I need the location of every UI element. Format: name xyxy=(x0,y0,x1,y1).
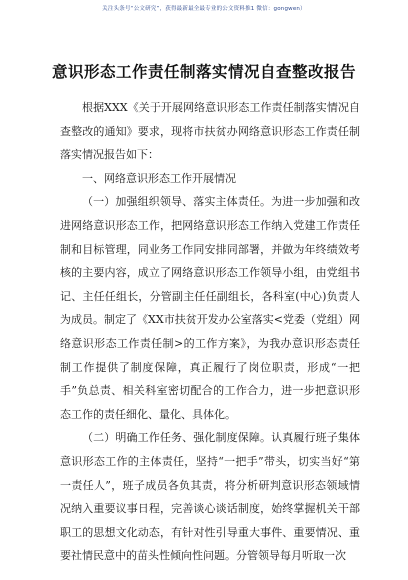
paragraph-item-1: （一）加强组织领导、落实主体责任。为进一步加强和改进网络意识形态工作，把网络意识形态工作纳入党建工作责任制和目标管理，同业务工作同安排同部署，并做为年终绩效考核的主要内容，成立了网络意识形态工作领导小组，由党组书记、主任任组长，分管副主任任副组长，各科室(中心)负责人为成员。制定了《XX市扶贫开发办公室落实<党委（党组）网络意识形态工作责任制>的工作方案》，为我办意识形态责任制工作提供了制度保障，真正履行了岗位职责，形成“一把手”负总责、相关科室密切配合的工作合力，进一步把意识形态工作的责任细化、量化、具体化。 xyxy=(60,195,360,421)
intro-paragraph: 根据XXX《关于开展网络意识形态工作责任制落实情况自查整改的通知》要求，现将市扶贫办网络意识形态工作责任制落实情况报告如下： xyxy=(60,101,360,162)
document-title: 意识形态工作责任制落实情况自查整改报告 xyxy=(51,62,356,81)
paragraph-item-2: （二）明确工作任务、强化制度保障。认真履行班子集体意识形态工作的主体责任，坚持“一把手”带头，切实当好“第一责任人”，班子成员各负其责，将分析研判意识形态领域情况纳入重要议事日程，完善谈心谈话制度，始终掌握机关干部职工的思想文化动态，有针对性引导重大事件、重要情况、重要社情民意中的苗头性倾向性问题。分管领导每月听取一次 xyxy=(60,431,360,563)
header-banner: 关注头条号“公文研究”，获得最新最全最专业的公文资料推1 微信：gongwen） xyxy=(102,6,306,12)
section-heading: 一、网络意识形态工作开展情况 xyxy=(82,171,236,185)
document-body xyxy=(60,96,360,568)
